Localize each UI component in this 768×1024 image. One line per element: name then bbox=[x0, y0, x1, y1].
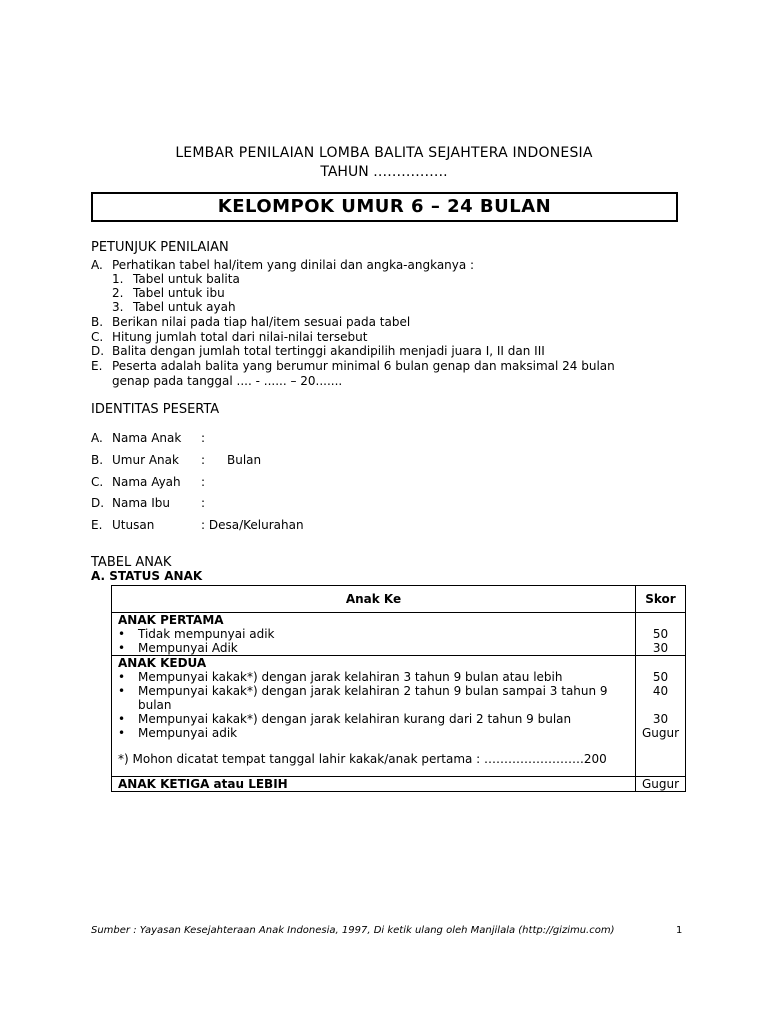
table-row bbox=[112, 777, 686, 792]
table-row bbox=[112, 613, 686, 656]
column-header-anak-ke: Anak Ke bbox=[112, 586, 636, 613]
list-item: • Mempunyai Adik bbox=[118, 641, 629, 655]
instruction-item: E. Peserta adalah balita yang berumur minimal 6 bulan genap dan maksimal 24 bulan bbox=[91, 359, 615, 373]
list-item: • Mempunyai kakak*) dengan jarak kelahiran 2 tahun 9 bulan sampai 3 tahun 9 bulan bbox=[118, 684, 629, 712]
instruction-item: A. Perhatikan tabel hal/item yang dinilai dan angka-angkanya : bbox=[91, 258, 475, 272]
instruction-item: B. Berikan nilai pada tiap hal/item sesuai pada tabel bbox=[91, 315, 411, 329]
table-heading: TABEL ANAK bbox=[91, 555, 172, 570]
group-label: ANAK KEDUA bbox=[118, 656, 207, 670]
identity-field-age: B. Umur Anak : Bulan bbox=[91, 453, 262, 467]
column-header-skor: Skor bbox=[635, 586, 685, 613]
table-header-row bbox=[112, 586, 686, 613]
group-label: ANAK PERTAMA bbox=[118, 613, 224, 627]
score-value: 50 bbox=[652, 627, 669, 641]
list-item: • Mempunyai adik bbox=[118, 726, 629, 740]
page-number: 1 bbox=[676, 925, 683, 936]
footer-source: Sumber : Yayasan Kesejahteraan Anak Indonesia, 1997, Di ketik ulang oleh Manjilala (http://gizimu.com) bbox=[91, 925, 615, 936]
document-year: TAHUN ……………. bbox=[320, 164, 448, 180]
score-value: 50 bbox=[652, 670, 669, 684]
identity-field-father-name: C. Nama Ayah : bbox=[91, 475, 206, 489]
identity-heading: IDENTITAS PESERTA bbox=[91, 402, 220, 417]
identity-field-child-name: A. Nama Anak : bbox=[91, 431, 206, 445]
group-label: ANAK KETIGA atau LEBIH bbox=[118, 777, 288, 791]
status-anak-table bbox=[111, 585, 686, 792]
instruction-item-continued: genap pada tanggal .... - ...... – 20....... bbox=[112, 374, 343, 388]
list-item: • Mempunyai kakak*) dengan jarak kelahiran kurang dari 2 tahun 9 bulan bbox=[118, 712, 629, 726]
instruction-item: C. Hitung jumlah total dari nilai-nilai tersebut bbox=[91, 330, 368, 344]
score-value: 30 bbox=[652, 641, 669, 655]
instruction-item: D. Balita dengan jumlah total tertinggi akandipilih menjadi juara I, II dan III bbox=[91, 344, 545, 358]
group-title-box: KELOMPOK UMUR 6 – 24 BULAN bbox=[91, 192, 678, 222]
score-value: Gugur bbox=[641, 777, 679, 791]
table-row bbox=[112, 656, 686, 777]
list-item: • Mempunyai kakak*) dengan jarak kelahiran 3 tahun 9 bulan atau lebih bbox=[118, 670, 629, 684]
instruction-subitem: 1. Tabel untuk balita bbox=[112, 272, 240, 286]
document-title: LEMBAR PENILAIAN LOMBA BALITA SEJAHTERA INDONESIA bbox=[175, 145, 593, 161]
instruction-subitem: 2. Tabel untuk ibu bbox=[112, 286, 225, 300]
instructions-heading: PETUNJUK PENILAIAN bbox=[91, 240, 229, 255]
score-value: 30 bbox=[652, 712, 669, 726]
identity-field-mother-name: D. Nama Ibu : bbox=[91, 496, 206, 510]
note-text: *) Mohon dicatat tempat tanggal lahir kakak/anak pertama : …………………….200 bbox=[118, 752, 607, 766]
instruction-subitem: 3. Tabel untuk ayah bbox=[112, 300, 236, 314]
table-subheading: A. STATUS ANAK bbox=[91, 569, 203, 583]
list-item: • Tidak mempunyai adik bbox=[118, 627, 629, 641]
score-value: Gugur bbox=[641, 726, 679, 740]
score-value: 40 bbox=[652, 684, 669, 698]
identity-field-delegation: E. Utusan : Desa/Kelurahan bbox=[91, 518, 304, 532]
